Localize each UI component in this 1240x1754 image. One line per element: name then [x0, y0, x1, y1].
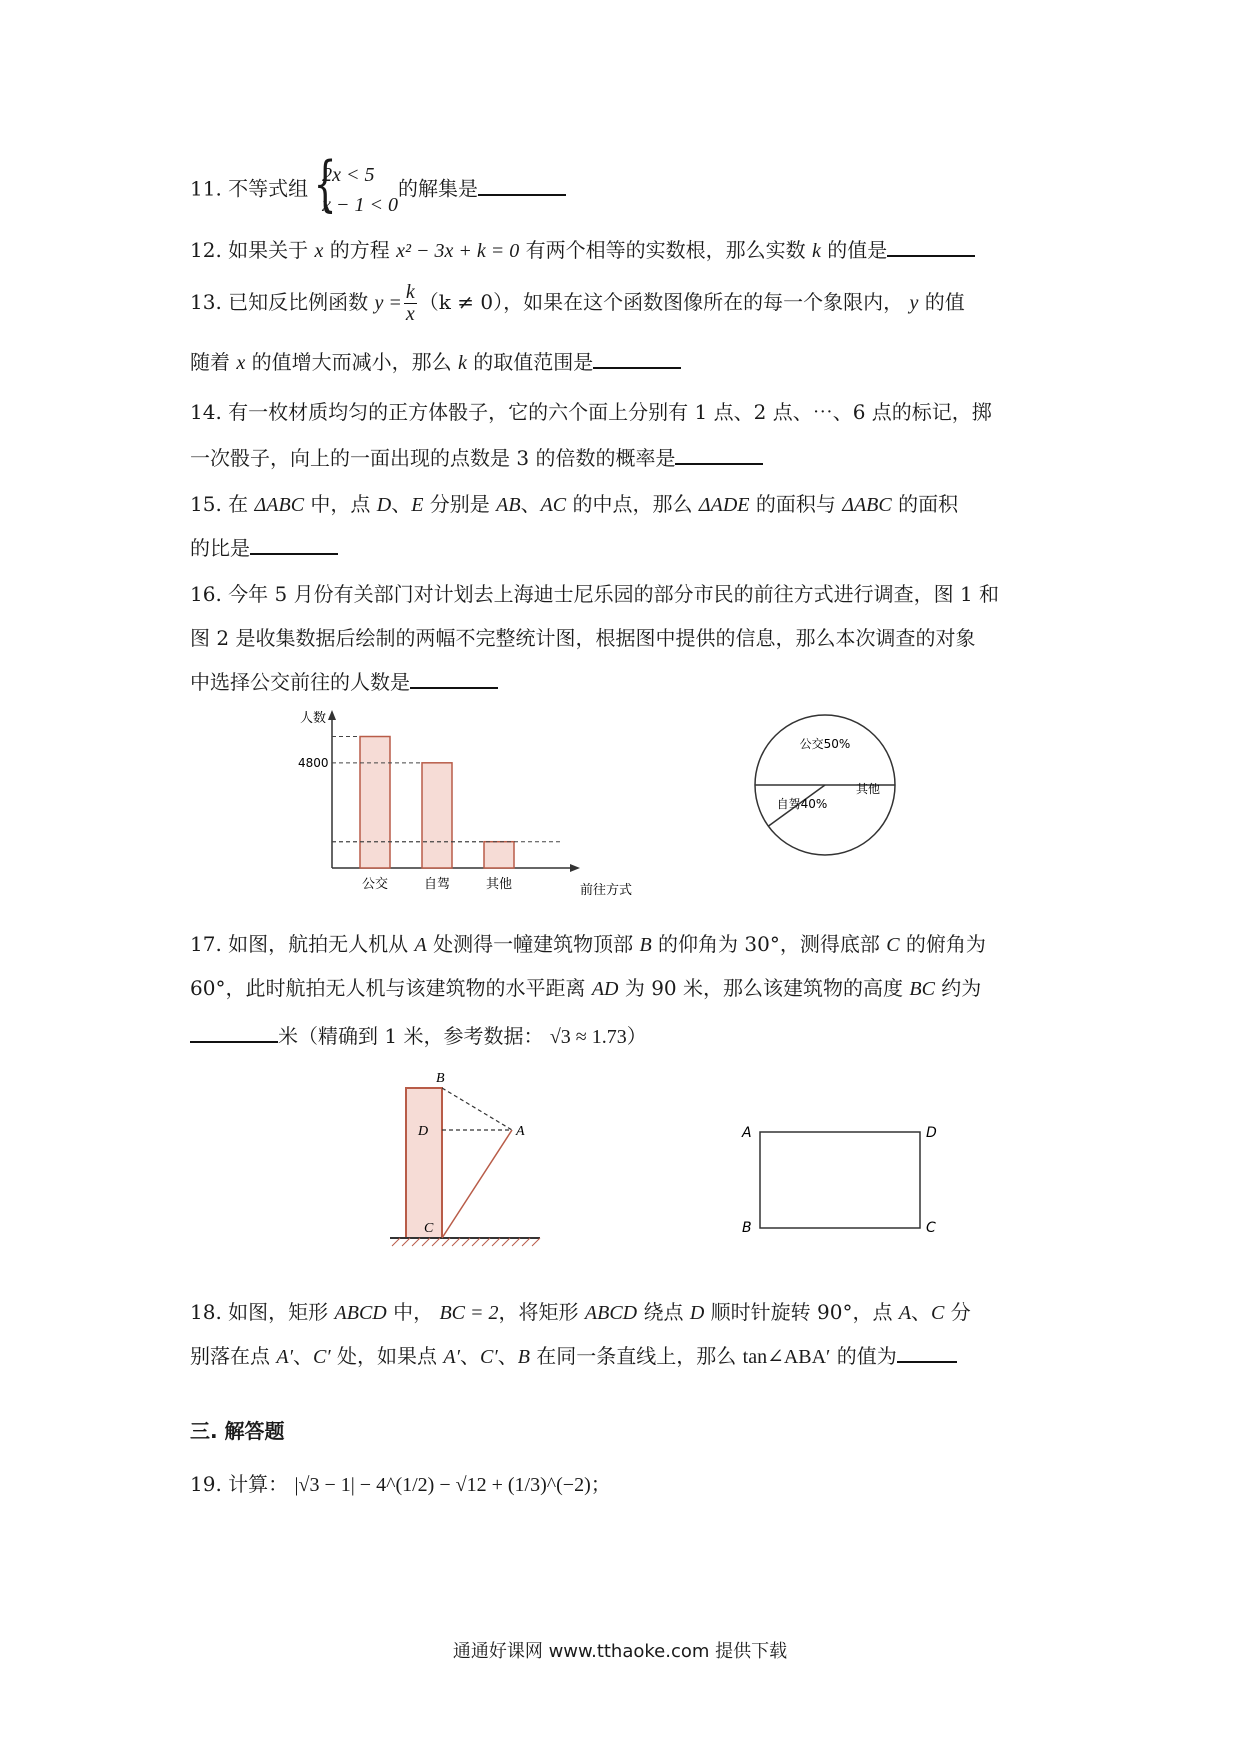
math-var: x [236, 352, 246, 374]
question-14-line-2 [190, 436, 1060, 480]
question-text: 如图，航拍无人机从 [228, 932, 409, 956]
math-var: C′ [312, 1346, 331, 1368]
question-13-line-2 [190, 340, 1060, 385]
math-var: C [886, 934, 900, 956]
math-var: C [931, 1302, 945, 1324]
question-15-line-2 [190, 526, 1060, 570]
building [406, 1088, 442, 1238]
math-expr: √3 ≈ 1.73 [549, 1026, 627, 1048]
question-text: 的值 [924, 290, 965, 314]
question-text: ，如果在这个函数图像所在的每一个象限内， [503, 290, 904, 314]
question-text: 的解集是 [398, 176, 479, 201]
question-text: 的值是 [827, 238, 888, 262]
question-17-line-3 [190, 1014, 1060, 1059]
question-number: 14. [190, 400, 222, 424]
question-16-line-3 [190, 660, 1060, 704]
question-text: 已知反比例函数 [228, 290, 369, 314]
label-d: D [926, 1125, 937, 1141]
equation: x² − 3x + k = 0 [396, 240, 520, 262]
question-number: 12. [190, 238, 222, 262]
question-text: 约为 [941, 976, 982, 1000]
y-tick-label: 4800 [298, 755, 329, 770]
category-label: 其他 [485, 877, 513, 892]
answer-blank [250, 533, 338, 555]
question-11 [190, 149, 1060, 220]
answer-blank [897, 1341, 957, 1363]
math-var: A′ [443, 1346, 460, 1368]
math-var: x [314, 240, 324, 262]
question-text: 、 [292, 1344, 313, 1368]
rectangle-figure [730, 1112, 950, 1242]
math-var: A [414, 934, 427, 956]
question-text: 、 [911, 1300, 932, 1324]
question-13 [190, 280, 1060, 325]
answer-blank [190, 1021, 278, 1043]
math-expr: y = [374, 292, 402, 314]
question-text: 如图，矩形 [228, 1300, 329, 1324]
question-text: 、 [459, 1344, 480, 1368]
segment: AB [496, 494, 521, 516]
label-c: C [424, 1221, 434, 1236]
label-a: A [742, 1125, 752, 1141]
question-text: 的值为 [836, 1344, 897, 1368]
math-var: k [811, 240, 821, 262]
equation: BC = 2 [439, 1302, 499, 1324]
question-text: 米（精确到 1 米，参考数据： [278, 1024, 544, 1048]
question-text: 的面积与 [755, 492, 836, 516]
question-text: 的俯角为 [905, 932, 986, 956]
question-text: 处，如果点 [337, 1344, 438, 1368]
sight-line-ac [442, 1130, 512, 1238]
condition: （k ≠ 0） [418, 290, 504, 314]
inequality-system: { 2x < 5 x − 1 < 0 [313, 149, 399, 219]
x-axis-arrow [570, 864, 580, 872]
question-15 [190, 482, 1060, 527]
question-text: 图 2 是收集数据后绘制的两幅不完整统计图，根据图中提供的信息，那么本次调查的对象 [190, 626, 976, 650]
question-text: 、 [497, 1344, 518, 1368]
rectangle-abcd [760, 1132, 920, 1228]
math-var: D [376, 494, 392, 516]
question-14 [190, 390, 1060, 434]
question-text: 60°，此时航拍无人机与该建筑物的水平距离 [190, 976, 586, 1000]
question-text: 不等式组 [228, 176, 309, 201]
answer-blank [887, 235, 975, 257]
label-c: C [926, 1220, 936, 1236]
question-text: 如果关于 [228, 238, 309, 262]
pie-chart [740, 700, 910, 870]
question-text: 在同一条直线上，那么 [536, 1344, 737, 1368]
question-text: 中选择公交前往的人数是 [190, 670, 410, 694]
question-text: 的面积 [898, 492, 959, 516]
answer-blank [593, 347, 681, 369]
question-text: 分 [950, 1300, 971, 1324]
question-18 [190, 1290, 1060, 1335]
bar-chart [298, 708, 660, 898]
inequality-1: 2x < 5 [322, 164, 375, 186]
answer-blank [675, 443, 763, 465]
question-number: 19. [190, 1472, 222, 1496]
math-var: B [517, 1346, 530, 1368]
pie-slice-label: 自驾40% [776, 797, 828, 811]
math-var: A′ [276, 1346, 293, 1368]
question-number: 13. [190, 290, 222, 314]
question-number: 11. [190, 176, 222, 201]
question-text: 、 [520, 492, 541, 516]
page-footer: 通通好课网 www.tthaoke.com 提供下载 [452, 1641, 788, 1662]
question-text: ，将矩形 [498, 1300, 579, 1324]
question-17-line-2 [190, 966, 1060, 1011]
math-var: y [909, 292, 919, 314]
math-var: C′ [479, 1346, 498, 1368]
y-axis-arrow [328, 710, 336, 720]
question-text: 处测得一幢建筑物顶部 [433, 932, 634, 956]
question-16-line-2 [190, 616, 1060, 660]
math-var: E [411, 494, 424, 516]
ground-hatching [392, 1238, 540, 1246]
triangle: ΔABC [254, 494, 305, 516]
question-text: 的方程 [329, 238, 390, 262]
math-var: B [639, 934, 652, 956]
question-17 [190, 922, 1060, 967]
question-text: 的值增大而减小，那么 [251, 350, 452, 374]
question-16 [190, 572, 1060, 616]
bar-公交 [360, 737, 390, 868]
inequality-2: x − 1 < 0 [322, 194, 399, 216]
triangle: ΔABC [842, 494, 892, 516]
category-label: 自驾 [423, 877, 451, 892]
question-text: 有两个相等的实数根，那么实数 [525, 238, 806, 262]
question-text: 的仰角为 30°，测得底部 [658, 932, 880, 956]
question-text: 别落在点 [190, 1344, 270, 1368]
answer-blank [478, 174, 566, 196]
question-text: 为 90 米，那么该建筑物的高度 [624, 976, 904, 1000]
question-text: 的中点，那么 [572, 492, 693, 516]
question-number: 16. [190, 582, 222, 606]
x-axis-label: 前往方式 [580, 883, 633, 898]
rectangle-name: ABCD [334, 1302, 387, 1324]
question-text: 中，点 [310, 492, 371, 516]
triangle: ΔADE [698, 494, 750, 516]
math-expr: tan∠ABA′ [742, 1346, 831, 1368]
question-18-line-2 [190, 1334, 1060, 1379]
question-text: 顺时针旋转 90°，点 [710, 1300, 893, 1324]
question-text: 计算： [228, 1472, 289, 1496]
section-heading: 三. 解答题 [190, 1419, 285, 1443]
pie-slice-label: 其他 [855, 782, 881, 796]
question-text: 今年 5 月份有关部门对计划去上海迪士尼乐园的部分市民的前往方式进行调查，图 1 和 [228, 582, 1000, 606]
question-12 [190, 228, 1060, 273]
question-text: 随着 [190, 350, 230, 374]
answer-blank [410, 667, 498, 689]
category-label: 公交 [361, 877, 389, 892]
question-text: ） [626, 1024, 647, 1048]
segment: AD [591, 978, 619, 1000]
pie-slice-label: 公交50% [799, 737, 851, 751]
label-a: A [516, 1124, 525, 1139]
question-text: 、 [391, 492, 412, 516]
denominator: x [405, 303, 415, 325]
label-d: D [418, 1124, 429, 1139]
sight-line-ab [442, 1088, 512, 1130]
question-text: 中， [393, 1300, 434, 1324]
bar-自驾 [422, 763, 452, 868]
math-var: A [898, 1302, 912, 1324]
question-text: 的比是 [190, 536, 250, 560]
question-text: 一次骰子，向上的一面出现的点数是 3 的倍数的概率是 [190, 446, 676, 470]
question-text: 有一枚材质均匀的正方体骰子，它的六个面上分别有 1 点、2 点、⋯、6 点的标记，掷 [228, 400, 992, 424]
rectangle-name: ABCD [584, 1302, 638, 1324]
numerator: k [405, 281, 415, 303]
bar-其他 [484, 842, 514, 868]
question-text: 在 [228, 492, 249, 516]
question-19 [190, 1462, 1060, 1507]
question-number: 15. [190, 492, 222, 516]
fraction [404, 282, 417, 325]
building-drone-figure [380, 1060, 550, 1260]
question-text: 绕点 [643, 1300, 684, 1324]
label-b: B [436, 1071, 445, 1086]
label-b: B [742, 1220, 752, 1236]
question-text: 的取值范围是 [473, 350, 594, 374]
math-var: D [689, 1302, 705, 1324]
question-number: 18. [190, 1300, 222, 1324]
segment: AC [540, 494, 567, 516]
question-text: 分别是 [429, 492, 490, 516]
y-axis-label: 人数 [300, 711, 327, 726]
segment: BC [909, 978, 935, 1000]
math-var: k [457, 352, 467, 374]
question-number: 17. [190, 932, 222, 956]
math-expr: |√3 − 1| − 4^(1/2) − √12 + (1/3)^(−2)； [294, 1474, 611, 1496]
